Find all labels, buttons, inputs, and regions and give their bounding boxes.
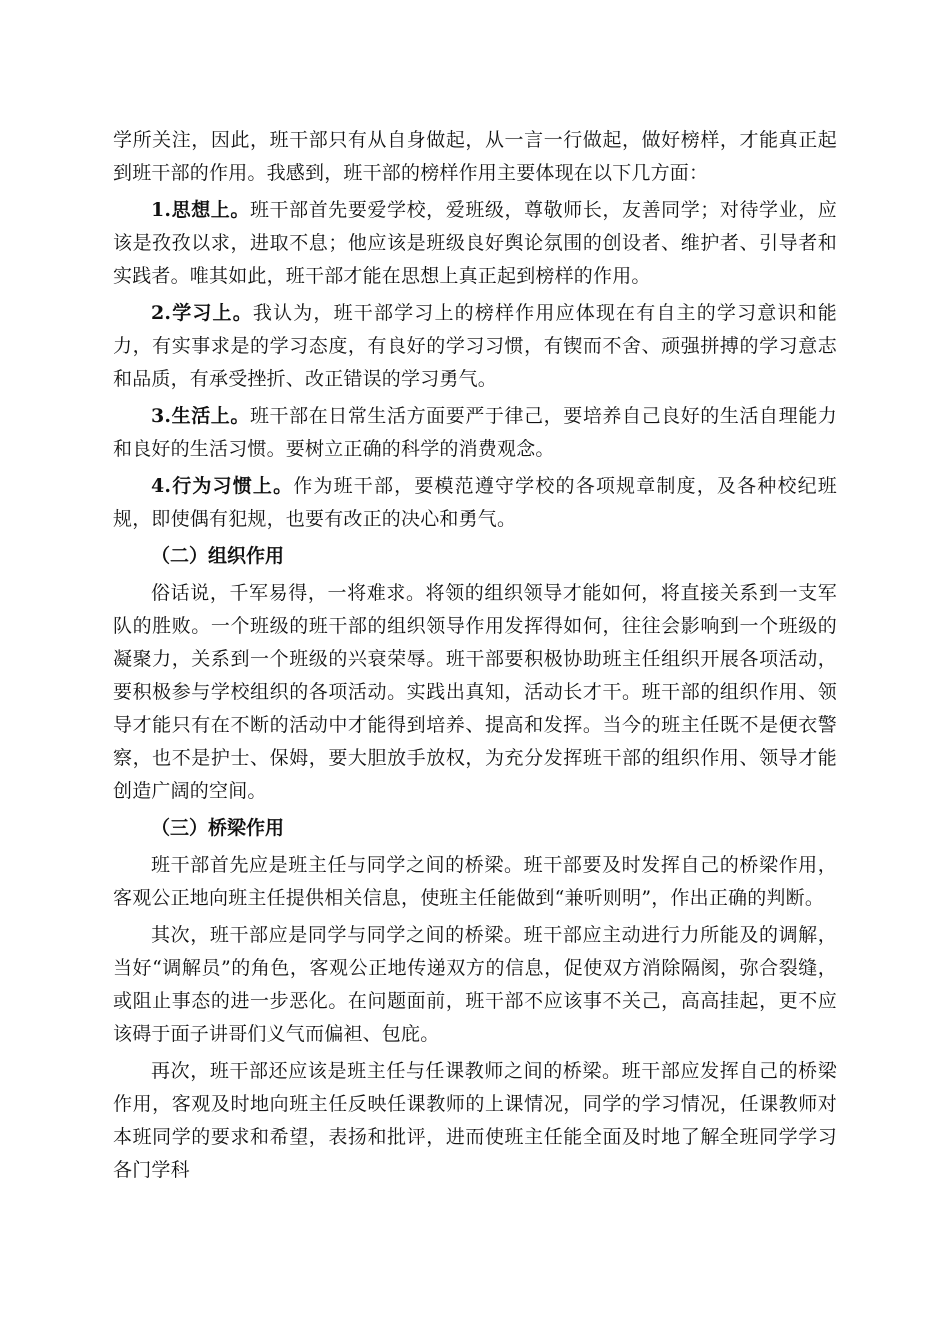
life-lead: 3.生活上。 bbox=[151, 405, 250, 427]
bridge-paragraph-3: 再次，班干部还应该是班主任与任课教师之间的桥梁。班干部应发挥自己的桥梁作用，客观及时地向班主任反映任课教师的上课情况，同学的学习情况，任课教师对本班同学的要求和希望，表扬和批评，进而使班主任能全面及时地了解全班同学学习各门学科 bbox=[113, 1060, 837, 1181]
intro-paragraph bbox=[113, 124, 837, 190]
behavior-text: 作为班干部，要模范遵守学校的各项规章制度，及各种校纪班规，即使偶有犯规，也要有改正的决心和勇气。 bbox=[113, 475, 838, 530]
study-paragraph bbox=[113, 297, 837, 396]
thought-paragraph bbox=[113, 194, 837, 293]
section-heading-bridge: （三）桥梁作用 bbox=[151, 817, 285, 839]
behavior-paragraph bbox=[113, 470, 837, 536]
thought-text: 班干部首先要爱学校，爱班级，尊敬师长，友善同学；对待学业，应该是孜孜以求，进取不息；他应该是班级良好舆论氛围的创设者、维护者、引导者和实践者。唯其如此，班干部才能在思想上真正起到榜样的作用。 bbox=[113, 199, 837, 287]
organization-paragraph: 俗话说，千军易得，一将难求。将领的组织领导才能如何，将直接关系到一支军队的胜败。一个班级的班干部的组织领导作用发挥得如何，往往会影响到一个班级的凝聚力，关系到一个班级的兴衰荣辱。班干部要积极协助班主任组织开展各项活动，要积极参与学校组织的各项活动。实践出真知，活动长才干。班干部的组织作用、领导才能只有在不断的活动中才能得到培养、提高和发挥。当今的班主任既不是便衣警察，也不是护士、保姆，要大胆放手放权，为充分发挥班干部的组织作用、领导才能创造广阔的空间。 bbox=[113, 582, 837, 802]
study-lead: 2.学习上。 bbox=[151, 302, 253, 324]
section-heading-organization: （二）组织作用 bbox=[151, 545, 285, 567]
thought-lead: 1.思想上。 bbox=[151, 199, 250, 221]
intro-text: 学所关注，因此，班干部只有从自身做起，从一言一行做起，做好榜样，才能真正起到班干部的作用。我感到，班干部的榜样作用主要体现在以下几方面： bbox=[113, 129, 837, 184]
study-text: 我认为，班干部学习上的榜样作用应体现在有自主的学习意识和能力，有实事求是的学习态度，有良好的学习习惯，有锲而不舍、顽强拼搏的学习意志和品质，有承受挫折、改正错误的学习勇气。 bbox=[113, 302, 837, 390]
behavior-lead: 4.行为习惯上。 bbox=[151, 475, 294, 497]
life-text: 班干部在日常生活方面要严于律己，要培养自己良好的生活自理能力和良好的生活习惯。要树立正确的科学的消费观念。 bbox=[113, 405, 837, 460]
bridge-paragraph-1: 班干部首先应是班主任与同学之间的桥梁。班干部要及时发挥自己的桥梁作用，客观公正地向班主任提供相关信息，使班主任能做到“兼听则明”，作出正确的判断。 bbox=[113, 854, 837, 909]
document-page bbox=[113, 124, 837, 1191]
life-paragraph bbox=[113, 400, 837, 466]
bridge-paragraph-2: 其次，班干部应是同学与同学之间的桥梁。班干部应主动进行力所能及的调解，当好“调解员”的角色，客观公正地传递双方的信息，促使双方消除隔阂，弥合裂缝，或阻止事态的进一步恶化。在问题面前，班干部不应该事不关己，高高挂起，更不应该碍于面子讲哥们义气而偏袒、包庇。 bbox=[113, 924, 837, 1045]
